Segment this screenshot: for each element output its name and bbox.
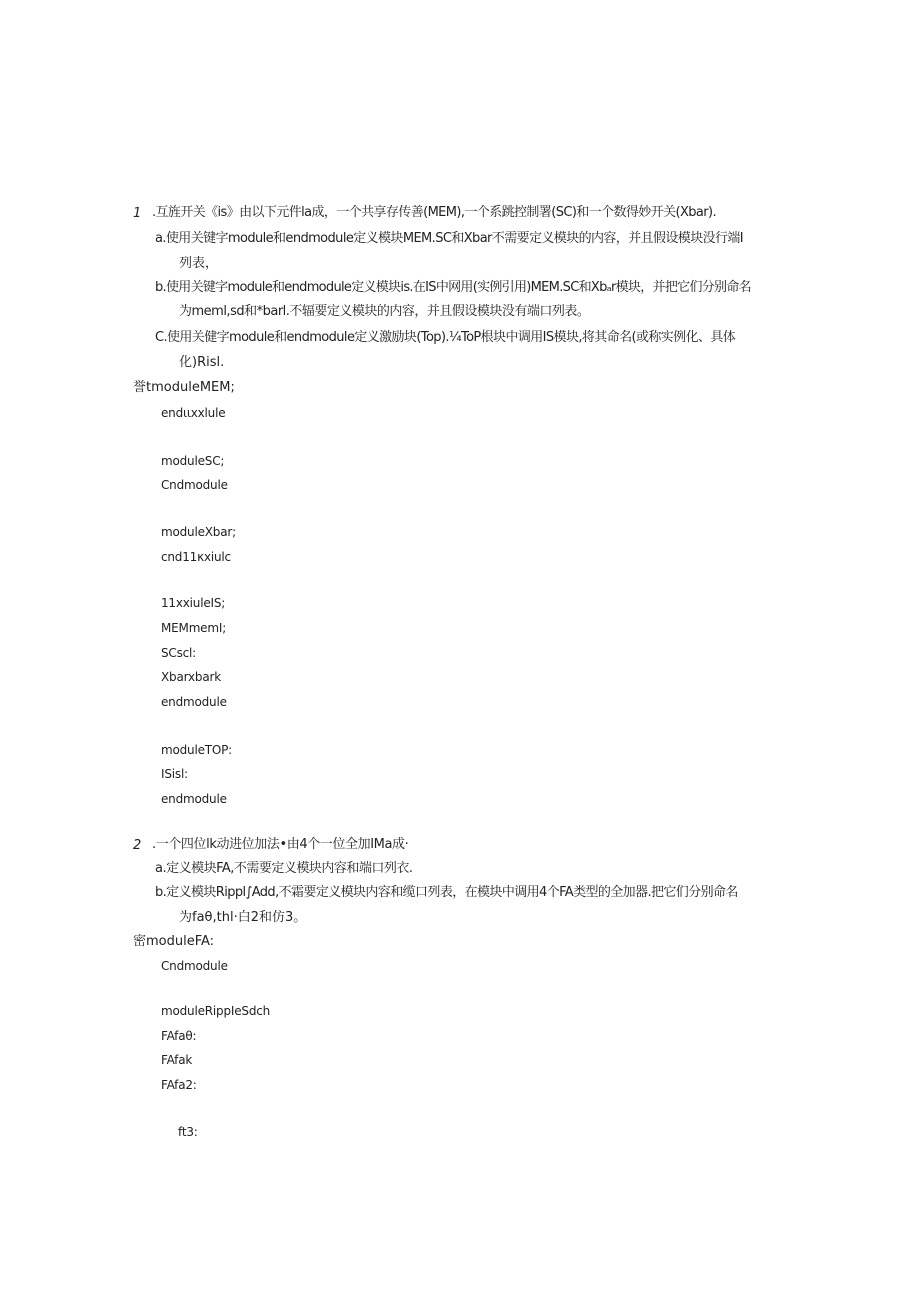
q1-code-line-10: endmodule xyxy=(161,695,227,709)
q1-code-line-6: 11xxiuleIS; xyxy=(161,596,226,610)
question-2-answer-label: 密moduleFA: xyxy=(133,934,215,949)
q2-code-line-2: moduleRippIeSdch xyxy=(161,1004,271,1018)
q2-code-line-6: ft3: xyxy=(178,1125,198,1139)
question-1-part-b-line-2: 为meml,sd和*barl.不辐要定义模块的内容，并且假设模块没有端口列表。 xyxy=(179,304,590,319)
question-2-part-a-line-1: a.定义模块FA,不需要定义模块内容和端口列衣. xyxy=(155,861,413,876)
q1-code-line-12: ISisl: xyxy=(161,767,188,781)
question-1-stem: .互旌开关《is》由以下元件la成，一个共享存传善(MEM),一个系跳控制署(SC)和一个数得妙开关(Xbar). xyxy=(152,205,717,220)
question-1-part-c-line-2: 化)Risl. xyxy=(179,355,225,370)
q1-code-line-2: moduleSC; xyxy=(161,454,225,468)
question-2-number: 2 xyxy=(133,838,142,853)
q2-code-line-5: FAfa2: xyxy=(161,1078,197,1092)
question-1-answer-label: 誉tmoduleMEM; xyxy=(133,380,235,395)
q1-code-line-1: endιιxxlule xyxy=(161,406,226,420)
question-1-part-a-line-2: 列表， xyxy=(179,256,219,271)
q2-code-line-4: FAfak xyxy=(161,1053,193,1067)
q1-code-line-9: Xbarxbark xyxy=(161,670,221,684)
q1-code-line-4: moduleXbar; xyxy=(161,525,236,539)
q1-code-line-13: endmodule xyxy=(161,792,227,806)
question-2-part-b-line-1: b.定义模块Rippl∫Add,不霜要定义模块内容和缆口列表，在模块中调用4个FA类型的全加器.把它们分别命名 xyxy=(155,885,738,900)
q1-code-line-7: MEMmemI; xyxy=(161,621,227,635)
question-1-part-c-line-1: C.使用关健字module和endmodule定义激励块(Top).¼ToP根块中调用IS模块,将其命名(或称实例化、具体 xyxy=(155,330,736,345)
q1-code-line-3: Cndmodule xyxy=(161,478,228,492)
question-1-number: 1 xyxy=(133,206,142,221)
q2-code-line-1: Cndmodule xyxy=(161,959,228,973)
q1-code-line-8: SCscl: xyxy=(161,646,197,660)
q1-code-line-11: moduleTOP: xyxy=(161,743,233,757)
question-1-part-b-line-1: b.使用关键字module和endmodule定义模块is.在IS中网用(实例引用)MEM.SC和Xbₐr模块，并把它们分别命名 xyxy=(155,280,751,295)
question-2-stem: .一个四位lk动进位加法•由4个一位全加IMa成· xyxy=(152,837,409,852)
question-2-part-b-line-2: 为faθ,thl·白2和仿3。 xyxy=(179,910,307,925)
question-1-part-a-line-1: a.使用关键字module和endmodule定义模块MEM.SC和Xbar不需要定义模块的内容，并且假设模块没行端I xyxy=(155,231,744,246)
q2-code-line-3: FAfaθ: xyxy=(161,1029,197,1043)
q1-code-line-5: cnd11κxiulc xyxy=(161,550,231,564)
